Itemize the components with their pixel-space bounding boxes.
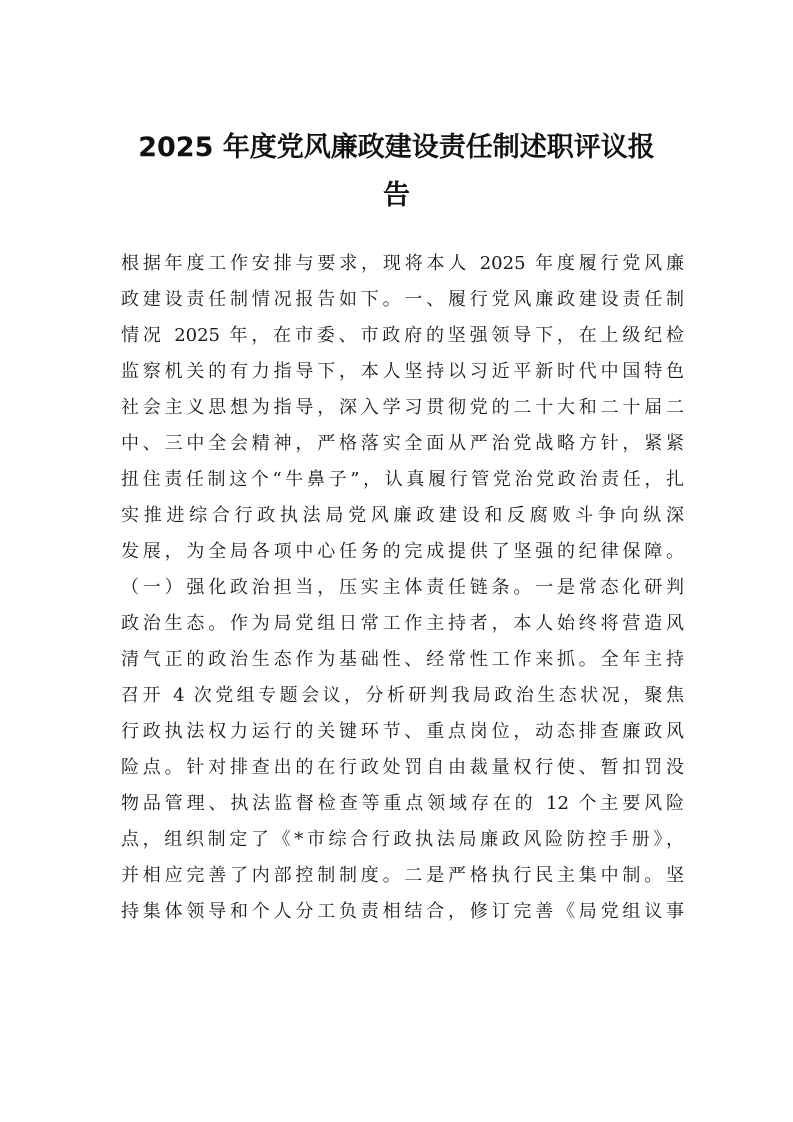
body-text-line: 并相应完善了内部控制制度。二是严格执行民主集中制。坚 [121, 865, 684, 886]
document-title-line-2: 告 [383, 180, 410, 211]
body-text-line: 根据年度工作安排与要求，现将本人 2025 年度履行党风廉 [121, 253, 684, 274]
body-text-line: 实推进综合行政执法局党风廉政建设和反腐败斗争向纵深 [121, 505, 684, 526]
body-text-line: 行政执法权力运行的关键环节、重点岗位，动态排查廉政风 [121, 721, 684, 742]
body-text-line: 持集体领导和个人分工负责相结合，修订完善《局党组议事 [121, 901, 684, 922]
body-text-line: 点，组织制定了《*市综合行政执法局廉政风险防控手册》， [121, 829, 684, 850]
body-text-line: 物品管理、执法监督检查等重点领域存在的 12 个主要风险 [121, 793, 684, 814]
body-text-line: 情况 2025 年，在市委、市政府的坚强领导下，在上级纪检 [121, 325, 684, 346]
body-text-line: 险点。针对排查出的在行政处罚自由裁量权行使、暂扣罚没 [121, 757, 684, 778]
body-text-line: 发展，为全局各项中心任务的完成提供了坚强的纪律保障。 [121, 541, 684, 562]
body-text-line: 政建设责任制情况报告如下。一、履行党风廉政建设责任制 [121, 289, 684, 310]
document-title-line-1: 2025 年度党风廉政建设责任制述职评议报 [138, 132, 655, 163]
body-text-line: 扭住责任制这个“牛鼻子”，认真履行管党治党政治责任，扎 [121, 469, 684, 490]
body-text-line: （一）强化政治担当，压实主体责任链条。一是常态化研判 [121, 577, 684, 598]
body-text-line: 中、三中全会精神，严格落实全面从严治党战略方针，紧紧 [121, 433, 684, 454]
body-text-line: 政治生态。作为局党组日常工作主持者，本人始终将营造风 [121, 613, 684, 634]
body-text-line: 召开 4 次党组专题会议，分析研判我局政治生态状况，聚焦 [121, 685, 684, 706]
body-text-line: 清气正的政治生态作为基础性、经常性工作来抓。全年主持 [121, 649, 684, 670]
body-text-line: 社会主义思想为指导，深入学习贯彻党的二十大和二十届二 [121, 397, 684, 418]
body-text-line: 监察机关的有力指导下，本人坚持以习近平新时代中国特色 [121, 361, 684, 382]
